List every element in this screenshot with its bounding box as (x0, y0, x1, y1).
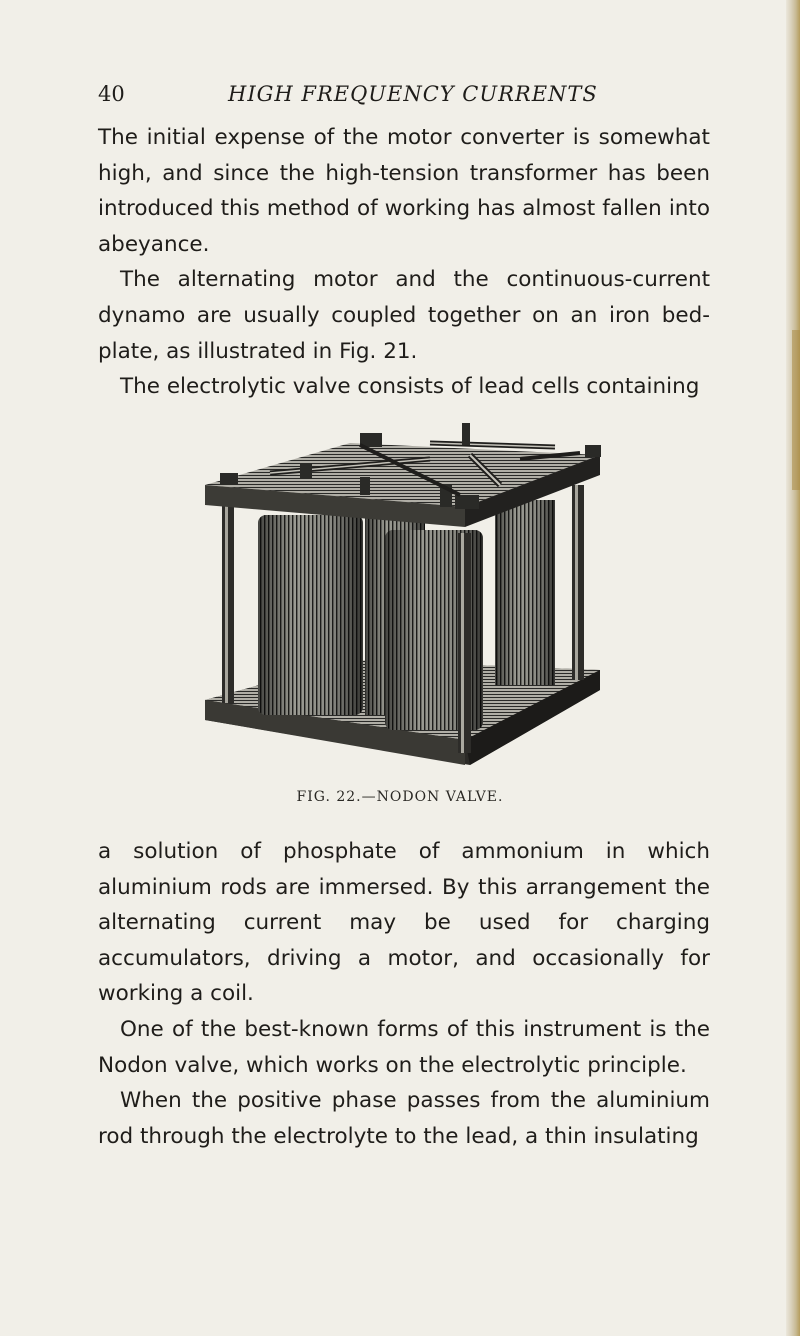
page-edge-stain (792, 330, 800, 490)
nodon-valve-illustration (200, 415, 610, 780)
paragraph: a solution of phosphate of ammonium in which aluminium rods are immersed. By this arrangement the alternating current may be used for charging accumulators, driving a motor, and occasionally for working a coil. (98, 839, 710, 1007)
body-text-top (98, 120, 710, 405)
running-title: HIGH FREQUENCY CURRENTS (228, 82, 598, 106)
paragraph: When the positive phase passes from the aluminium rod through the electrolyte to the lead, a thin insulating (98, 1088, 710, 1149)
page-number: 40 (98, 82, 125, 106)
running-head (98, 82, 718, 112)
paragraph: The alternating motor and the continuous-current dynamo are usually coupled together on an iron bed-plate, as illustrated in Fig. 21. (98, 267, 710, 364)
paragraph: The initial expense of the motor converter is somewhat high, and since the high-tension transformer has been introduced this method of working has almost fallen into abeyance. (98, 125, 710, 257)
paragraph: The electrolytic valve consists of lead cells containing (120, 374, 700, 400)
body-text-bottom (98, 834, 710, 1154)
paragraph: One of the best-known forms of this instrument is the Nodon valve, which works on the electrolytic principle. (98, 1016, 710, 1078)
figure-caption: FIG. 22.—NODON VALVE. (296, 789, 504, 805)
page-edge (786, 0, 800, 1336)
